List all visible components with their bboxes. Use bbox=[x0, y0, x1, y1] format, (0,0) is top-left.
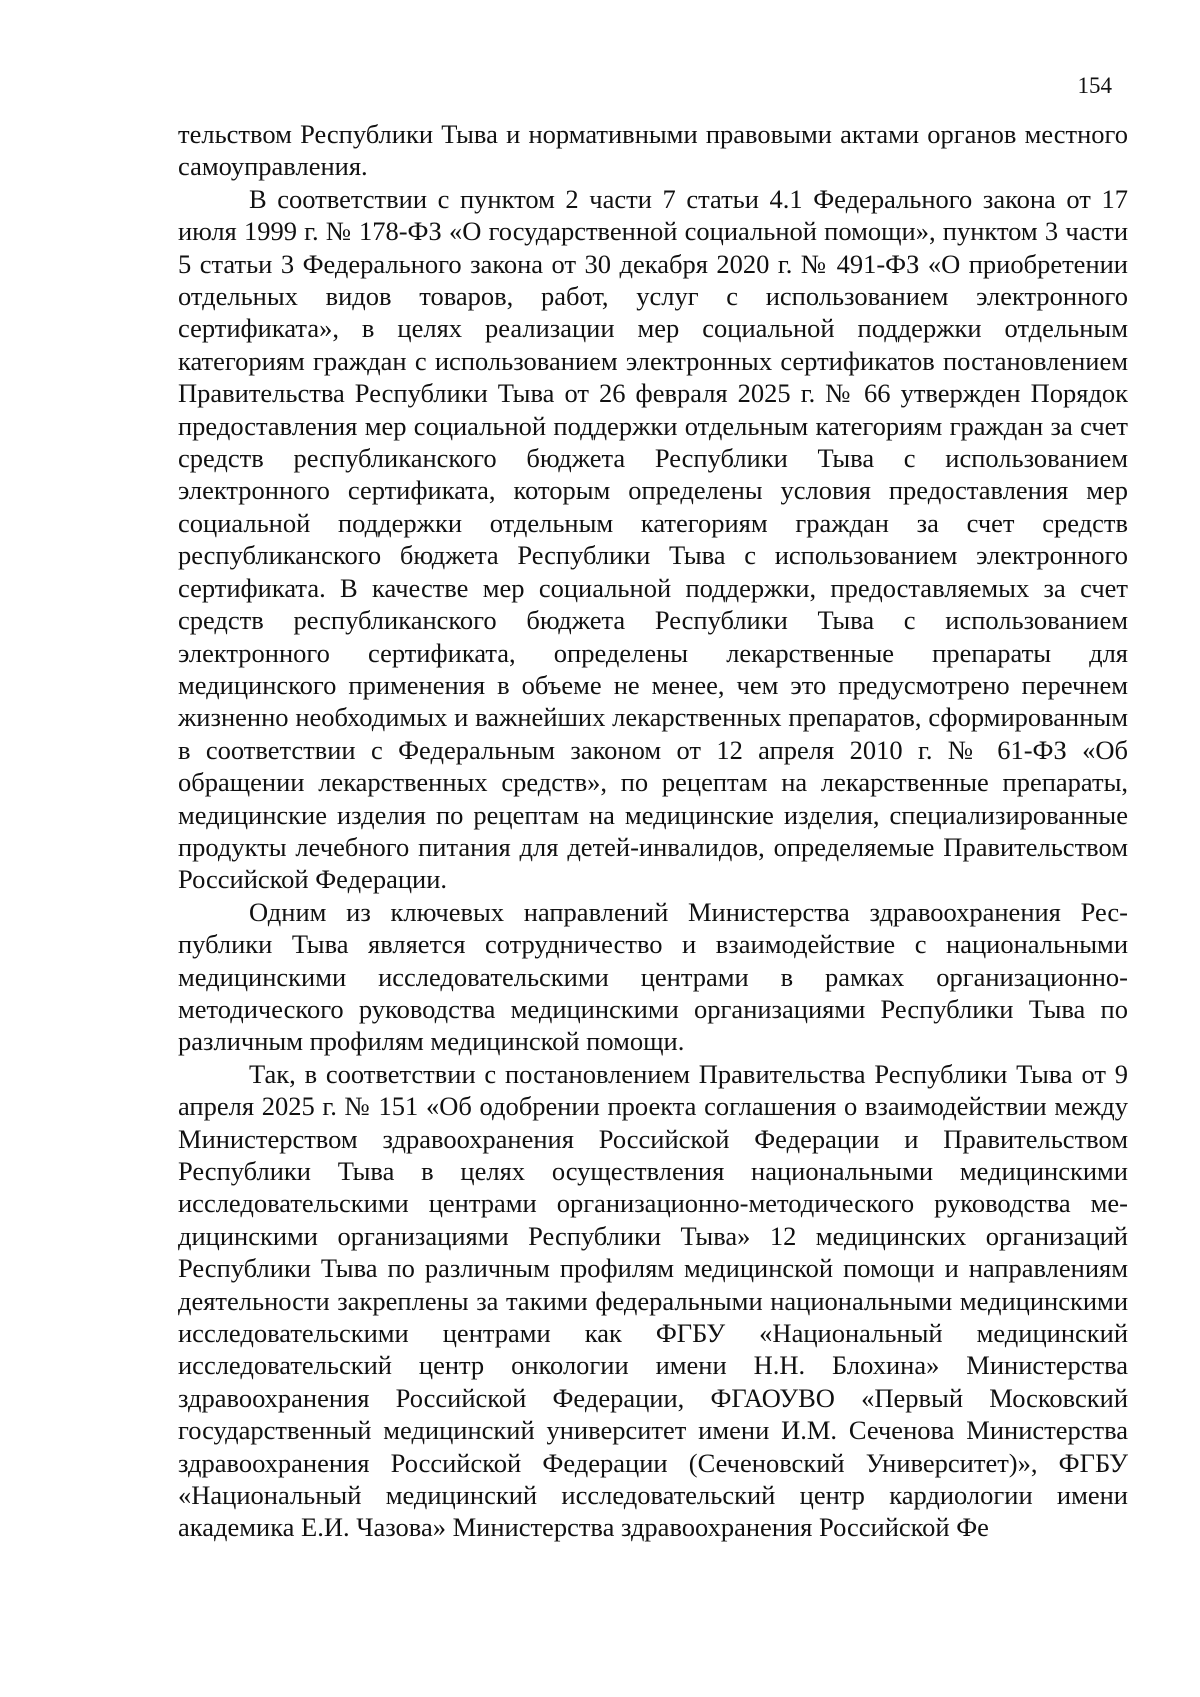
document-body bbox=[178, 118, 1128, 1544]
paragraph-agreement: Так, в соответствии с постановлением Правительства Республики Тыва от 9 апреля 2025 г. № 151 «Об одобрении проекта соглашения о взаимодействии между Министерством здравоохранения Российской Федерации и Правительством Республики Тыва в целях осуществления национальными медицинскими исследовательскими центрами организационно-методического руководства медицинскими организациями Республики Тыва» 12 медицинских организаций Республики Тыва по различным профилям медицинской помощи и направлениям деятельности закреплены за такими федеральными национальными медицинскими исследовательскими центрами как ФГБУ «Национальный медицинский исследовательский центр онкологии имени Н.Н. Блохина» Министерства здравоохранения Российской Федерации, ФГАОУВО «Первый Московский государственный медицинский университет имени И.М. Сеченова Министерства здравоохранения Российской Федерации (Сеченовский Университет)», ФГБУ «Национальный медицинский исследовательский центр кардиологии имени академика Е.И. Чазова» Министерства здравоохранения Российской Фе bbox=[178, 1058, 1128, 1543]
paragraph-continuation: тельством Республики Тыва и нормативными правовыми актами органов местного самоуправления. bbox=[178, 119, 1128, 182]
paragraph-social-support: В соответствии с пунктом 2 части 7 статьи 4.1 Федерального закона от 17 июля 1999 г. № 178-ФЗ «О государственной социальной помощи», пунктом 3 части 5 статьи 3 Федерального закона от 30 декабря 2020 г. № 491-ФЗ «О приобретении отдельных видов товаров, работ, услуг с использованием электронного сертификата», в целях реализации мер социальной поддержки отдельным категориям граждан с использованием электронных сертификатов постановлением Правительства Республики Тыва от 26 февраля 2025 г. № 66 утвержден Порядок предоставления мер социальной поддержки отдельным категориям граждан за счет средств республиканского бюджета Республики Тыва с использованием электронного сертификата, которым определены условия предоставления мер социальной поддержки отдельным категориям граждан за счет средств республиканского бюджета Республики Тыва с использованием электронного сертификата. В качестве мер социальной поддержки, предоставляемых за счет средств республиканского бюджета Республики Тыва с использованием электронного сертификата, определены лекарственные препараты для медицинского применения в объеме не менее, чем это предусмотрено перечнем жизненно необходимых и важнейших лекарственных препаратов, сформированным в соответствии с Федеральным законом от 12 апреля 2010 г. № 61-ФЗ «Об обращении лекарственных средств», по рецептам на лекарственные препараты, медицинские изделия по рецептам на медицинские изделия, специализированные продукты лечебного питания для детей-инвалидов, определяемые Правительством Российской Федерации. bbox=[178, 183, 1128, 895]
paragraph-research-centers: Одним из ключевых направлений Министерства здравоохранения Республики Тыва является сотрудничество и взаимодействие с национальными медицинскими исследовательскими центрами в рамках организационно-методического руководства медицинскими организациями Республики Тыва по различным профилям медицинской помощи. bbox=[178, 896, 1128, 1057]
page-number: 154 bbox=[1077, 73, 1112, 98]
